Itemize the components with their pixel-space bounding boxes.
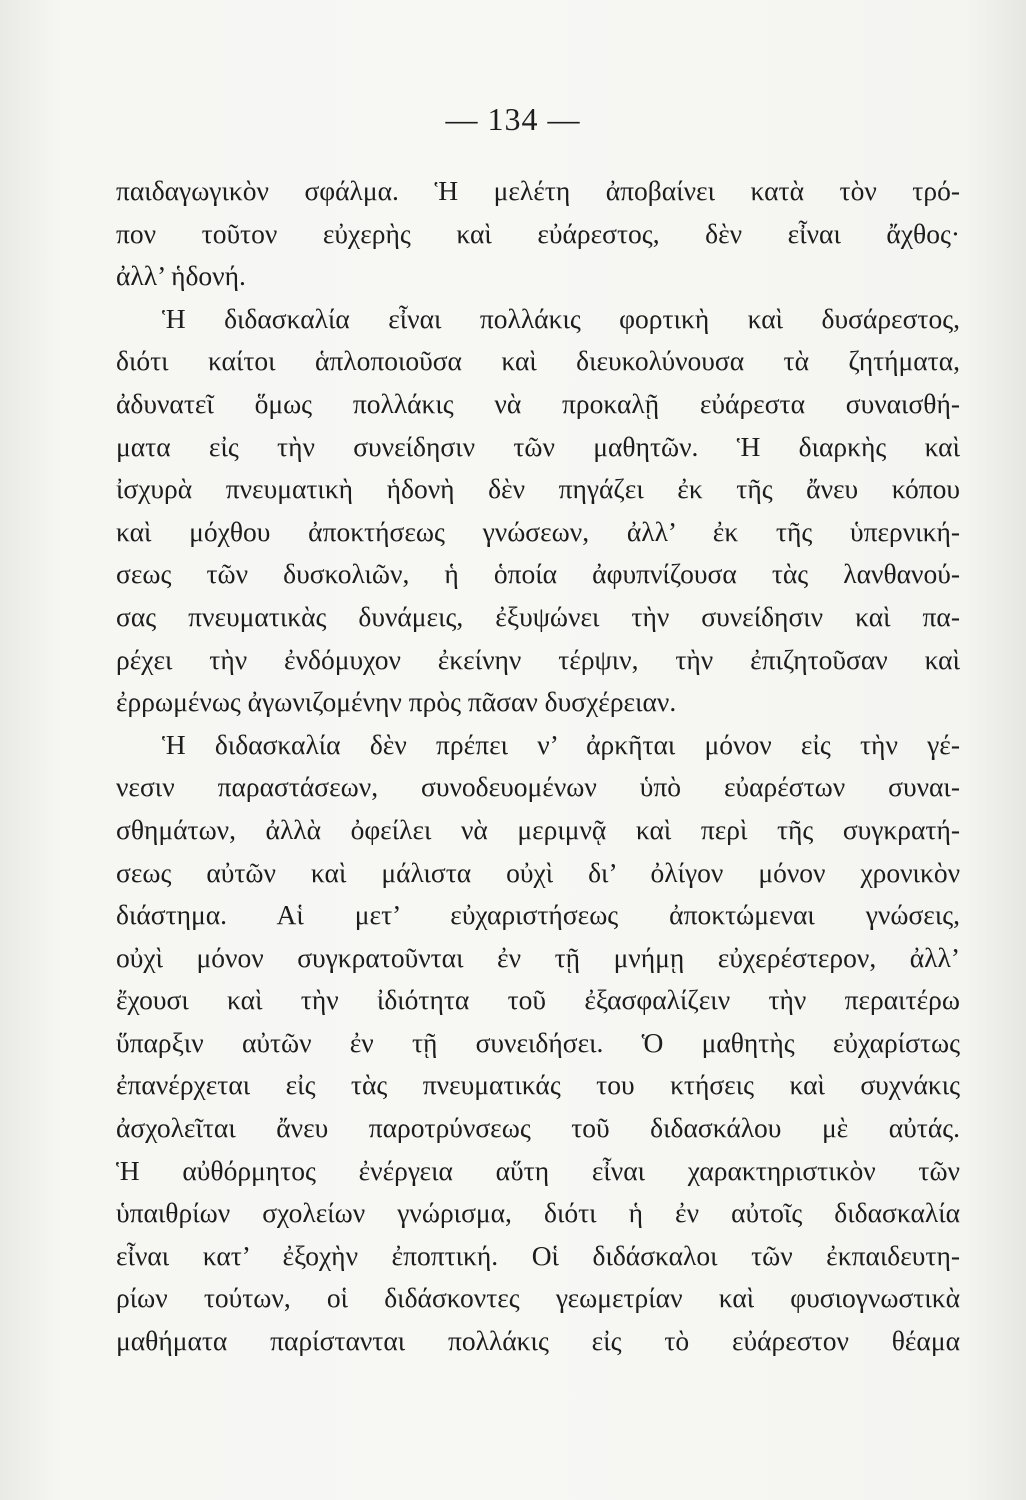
text-line: σεως τῶν δυσκολιῶν, ἡ ὁποία ἀφυπνίζουσα τὰς λανθανού- [116, 558, 960, 590]
text-line: ὕπαρξιν αὐτῶν ἐν τῇ συνειδήσει. Ὁ μαθητὴς εὐχαρίστως [116, 1026, 960, 1058]
text-line: διάστημα. Αἱ μετ’ εὐχαριστήσεως ἀποκτώμεναι γνώσεις, [116, 899, 960, 931]
text-line: ἐρρωμένως ἀγωνιζομένην πρὸς πᾶσαν δυσχέρειαν. [116, 686, 677, 718]
text-line: ἐπανέρχεται εἰς τὰς πνευματικάς του κτήσεις καὶ συχνάκις [116, 1069, 960, 1101]
text-line: σθημάτων, ἀλλὰ ὀφείλει νὰ μεριμνᾷ καὶ περὶ τῆς συγκρατή- [116, 813, 960, 845]
text-line: Ἡ διδασκαλία εἶναι πολλάκις φορτικὴ καὶ δυσάρεστος, [162, 302, 960, 334]
text-line: Ἡ αὐθόρμητος ἐνέργεια αὕτη εἶναι χαρακτηριστικὸν τῶν [116, 1154, 960, 1186]
text-line: παιδαγωγικὸν σφάλμα. Ἡ μελέτη ἀποβαίνει κατὰ τὸν τρό- [116, 175, 960, 206]
text-line: μαθήματα παρίστανται πολλάκις εἰς τὸ εὐάρεστον θέαμα [116, 1325, 960, 1357]
text-line: οὐχὶ μόνον συγκρατοῦνται ἐν τῇ μνήμῃ εὐχερέστερον, ἀλλ’ [116, 941, 960, 973]
text-line: νεσιν παραστάσεων, συνοδευομένων ὑπὸ εὐαρέστων συναι- [116, 771, 960, 803]
text-line: ρέχει τὴν ἐνδόμυχον ἐκείνην τέρψιν, τὴν ἐπιζητοῦσαν καὶ [116, 643, 960, 675]
text-line: ρίων τούτων, οἱ διδάσκοντες γεωμετρίαν καὶ φυσιογνωστικὰ [116, 1282, 960, 1314]
text-line: σεως αὐτῶν καὶ μάλιστα οὐχὶ δι’ ὀλίγον μόνον χρονικὸν [116, 856, 960, 888]
text-line: εἶναι κατ’ ἐξοχὴν ἐποπτική. Οἱ διδάσκαλοι τῶν ἐκπαιδευτη- [116, 1239, 960, 1271]
text-line: σας πνευματικὰς δυνάμεις, ἐξυψώνει τὴν συνείδησιν καὶ πα- [116, 600, 960, 632]
text-line: Ἡ διδασκαλία δὲν πρέπει ν’ ἀρκῆται μόνον εἰς τὴν γέ- [162, 728, 960, 760]
text-line: διότι καίτοι ἁπλοποιοῦσα καὶ διευκολύνουσα τὰ ζητήματα, [116, 345, 960, 377]
text-line: ὑπαιθρίων σχολείων γνώρισμα, διότι ἡ ἐν αὐτοῖς διδασκαλία [116, 1197, 960, 1229]
text-line: καὶ μόχθου ἀποκτήσεως γνώσεων, ἀλλ’ ἐκ τῆς ὑπερνική- [116, 515, 960, 547]
text-line: ματα εἰς τὴν συνείδησιν τῶν μαθητῶν. Ἡ διαρκὴς καὶ [116, 430, 960, 462]
text-line: πον τοῦτον εὐχερὴς καὶ εὐάρεστος, δὲν εἶναι ἄχθος· [116, 217, 960, 249]
page-number: — 134 — [445, 101, 581, 137]
body-text [116, 170, 960, 1363]
text-line: ἀλλ’ ἡδονή. [116, 260, 246, 292]
text-line: ἀδυνατεῖ ὅμως πολλάκις νὰ προκαλῇ εὐάρεστα συναισθή- [116, 387, 960, 419]
text-line: ἰσχυρὰ πνευματικὴ ἡδονὴ δὲν πηγάζει ἐκ τῆς ἄνευ κόπου [116, 473, 960, 505]
text-line: ἀσχολεῖται ἄνευ παροτρύνσεως τοῦ διδασκάλου μὲ αὐτάς. [116, 1112, 960, 1144]
text-line: ἔχουσι καὶ τὴν ἰδιότητα τοῦ ἐξασφαλίζειν τὴν περαιτέρω [116, 984, 960, 1016]
